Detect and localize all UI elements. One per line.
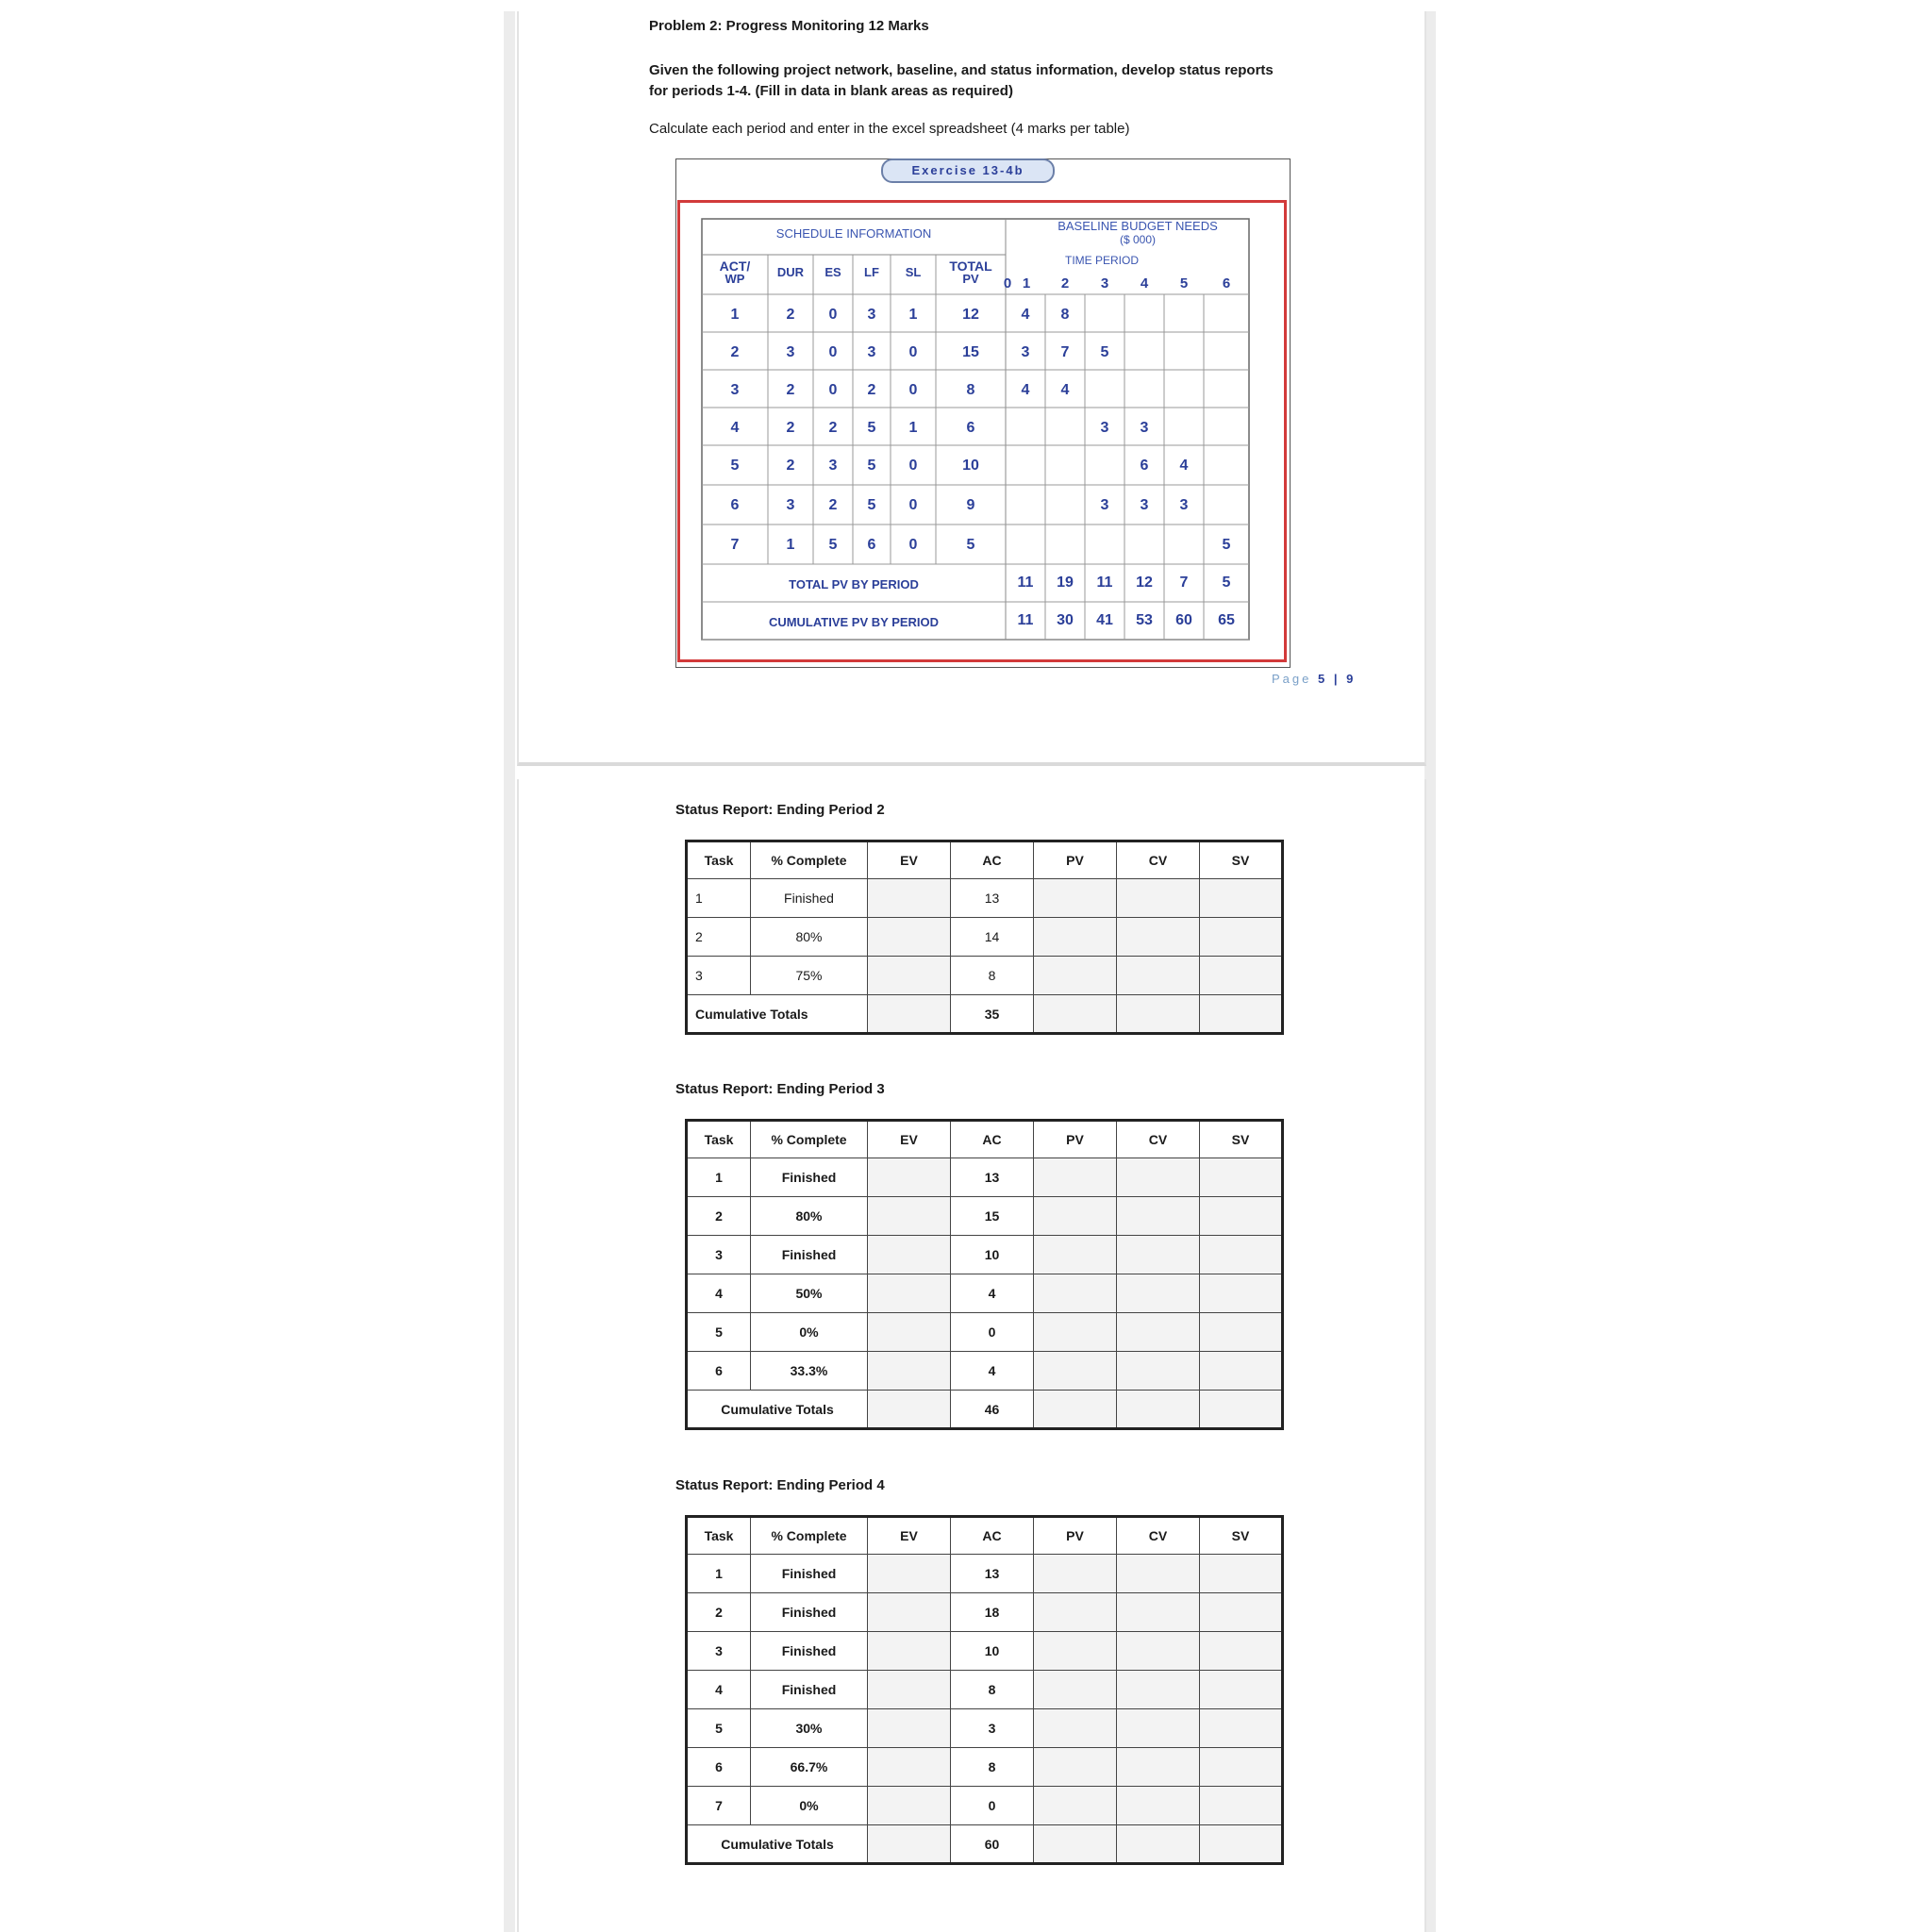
sv-input-cell[interactable] — [1200, 918, 1283, 957]
cumulative-totals-label: Cumulative Totals — [687, 1825, 868, 1864]
task-number: 2 — [687, 1197, 751, 1236]
col-header-pv: PV — [962, 272, 979, 286]
period-header-1: 1 — [1022, 275, 1031, 291]
col-header--complete: % Complete — [751, 841, 868, 879]
instructions-line-2: for periods 1-4. (Fill in data in blank areas as required) — [649, 83, 1013, 99]
table-row — [687, 1593, 1283, 1632]
col-header-cv: CV — [1117, 1121, 1200, 1158]
row-7-cell-4: 0 — [908, 537, 918, 553]
cumulative-totals-label: Cumulative Totals — [687, 995, 868, 1034]
ev-input-cell[interactable] — [868, 918, 951, 957]
total-pv-period-3: 11 — [1096, 575, 1113, 591]
row-5-cell-3: 5 — [867, 458, 876, 474]
col-header-sv: SV — [1200, 1121, 1283, 1158]
cv-input-cell[interactable] — [1117, 1197, 1200, 1236]
row-4-cell-5: 6 — [966, 420, 975, 436]
page-word: Page — [1272, 672, 1312, 686]
schedule-header: SCHEDULE INFORMATION — [775, 226, 932, 241]
table-row — [687, 1274, 1283, 1313]
col-header-sv: SV — [1200, 1517, 1283, 1555]
cv-input-cell[interactable] — [1117, 957, 1200, 995]
row-3-cell-3: 2 — [867, 382, 876, 398]
row-3-cell-2: 0 — [828, 382, 838, 398]
problem-title: Problem 2: Progress Monitoring 12 Marks — [649, 18, 929, 34]
table-row — [687, 1748, 1283, 1787]
table-row — [687, 1236, 1283, 1274]
ac-value: 8 — [951, 1671, 1034, 1709]
report-title-period-4: Status Report: Ending Period 4 — [675, 1477, 885, 1493]
ev-total-cell[interactable] — [868, 995, 951, 1034]
ac-value: 18 — [951, 1593, 1034, 1632]
percent-complete: 75% — [751, 957, 868, 995]
task-number: 3 — [687, 1236, 751, 1274]
col-header-cv: CV — [1117, 841, 1200, 879]
sv-input-cell[interactable] — [1200, 1274, 1283, 1313]
cumulative-pv-period-4: 53 — [1136, 612, 1153, 628]
status-table-period-3 — [685, 1119, 1284, 1430]
percent-complete: Finished — [751, 1555, 868, 1593]
col-header-cv: CV — [1117, 1517, 1200, 1555]
ev-total-cell[interactable] — [868, 1391, 951, 1429]
table-row — [687, 1632, 1283, 1671]
sv-total-cell[interactable] — [1200, 995, 1283, 1034]
row-6-period-3: 3 — [1100, 497, 1109, 513]
row-1-period-1: 4 — [1021, 307, 1030, 323]
ac-value: 4 — [951, 1274, 1034, 1313]
row-3-cell-5: 8 — [966, 382, 975, 398]
sv-input-cell[interactable] — [1200, 1787, 1283, 1825]
ev-input-cell[interactable] — [868, 1748, 951, 1787]
sv-input-cell[interactable] — [1200, 1709, 1283, 1748]
cv-input-cell[interactable] — [1117, 1632, 1200, 1671]
row-6-period-4: 3 — [1140, 497, 1149, 513]
row-2-period-3: 5 — [1100, 344, 1109, 360]
task-number: 4 — [687, 1274, 751, 1313]
col-header-pv: PV — [1034, 1517, 1117, 1555]
percent-complete: Finished — [751, 1632, 868, 1671]
period-header-5: 5 — [1179, 275, 1189, 291]
pv-input-cell[interactable] — [1034, 1236, 1117, 1274]
sv-total-cell[interactable] — [1200, 1391, 1283, 1429]
percent-complete: 0% — [751, 1313, 868, 1352]
period-header-4: 4 — [1140, 275, 1149, 291]
ev-input-cell[interactable] — [868, 1313, 951, 1352]
total-pv-period-6: 5 — [1222, 575, 1231, 591]
cv-input-cell[interactable] — [1117, 1709, 1200, 1748]
ev-input-cell[interactable] — [868, 1274, 951, 1313]
row-7-cell-3: 6 — [867, 537, 876, 553]
row-3-cell-4: 0 — [908, 382, 918, 398]
percent-complete: 66.7% — [751, 1748, 868, 1787]
col-header-sl: SL — [905, 265, 922, 279]
col-header-pv: PV — [1034, 841, 1117, 879]
cumulative-totals-row — [687, 995, 1283, 1034]
row-4-cell-1: 2 — [786, 420, 795, 436]
cv-input-cell[interactable] — [1117, 918, 1200, 957]
sv-input-cell[interactable] — [1200, 1671, 1283, 1709]
percent-complete: 33.3% — [751, 1352, 868, 1391]
row-2-cell-3: 3 — [867, 344, 876, 360]
table-header-row — [687, 841, 1283, 879]
cv-total-cell[interactable] — [1117, 995, 1200, 1034]
instructions-line-1: Given the following project network, baseline, and status information, develop status reports — [649, 62, 1274, 78]
row-1-cell-3: 3 — [867, 307, 876, 323]
sv-input-cell[interactable] — [1200, 879, 1283, 918]
row-5-period-4: 6 — [1140, 458, 1149, 474]
task-number: 4 — [687, 1671, 751, 1709]
table-row — [687, 1671, 1283, 1709]
pv-input-cell[interactable] — [1034, 1787, 1117, 1825]
total-pv-period-2: 19 — [1057, 575, 1074, 591]
pv-input-cell[interactable] — [1034, 1593, 1117, 1632]
percent-complete: 30% — [751, 1709, 868, 1748]
pv-input-cell[interactable] — [1034, 1555, 1117, 1593]
row-5-cell-0: 5 — [730, 458, 740, 474]
table-row — [687, 1158, 1283, 1197]
col-header-act: ACT/ — [719, 258, 751, 274]
row-7-period-6: 5 — [1222, 537, 1231, 553]
row-6-cell-1: 3 — [786, 497, 795, 513]
cv-input-cell[interactable] — [1117, 1352, 1200, 1391]
col-header-es: ES — [824, 265, 841, 279]
col-header-task: Task — [687, 1517, 751, 1555]
col-header-task: Task — [687, 1121, 751, 1158]
table-header-row — [687, 1517, 1283, 1555]
period-header-3: 3 — [1100, 275, 1109, 291]
row-5-cell-5: 10 — [962, 458, 979, 474]
row-3-cell-0: 3 — [730, 382, 740, 398]
total-pv-period-4: 12 — [1136, 575, 1153, 591]
col-header-total: TOTAL — [949, 258, 992, 274]
row-7-cell-2: 5 — [828, 537, 838, 553]
row-7-cell-1: 1 — [786, 537, 795, 553]
row-6-cell-0: 6 — [730, 497, 740, 513]
row-6-cell-4: 0 — [908, 497, 918, 513]
col-header-ev: EV — [868, 1517, 951, 1555]
table-header-row — [687, 1121, 1283, 1158]
cumulative-totals-label: Cumulative Totals — [687, 1391, 868, 1429]
row-2-cell-0: 2 — [730, 344, 740, 360]
cumulative-pv-period-2: 30 — [1057, 612, 1074, 628]
col-header-ac: AC — [951, 1517, 1034, 1555]
cv-input-cell[interactable] — [1117, 1593, 1200, 1632]
task-number: 6 — [687, 1352, 751, 1391]
ev-input-cell[interactable] — [868, 1555, 951, 1593]
pv-input-cell[interactable] — [1034, 957, 1117, 995]
ev-input-cell[interactable] — [868, 879, 951, 918]
report-title-period-2: Status Report: Ending Period 2 — [675, 802, 885, 818]
row-4-cell-4: 1 — [908, 420, 918, 436]
task-number: 3 — [687, 1632, 751, 1671]
pv-input-cell[interactable] — [1034, 1158, 1117, 1197]
ac-value: 14 — [951, 918, 1034, 957]
page-label — [1272, 672, 1356, 686]
exercise-table-svg — [0, 0, 1932, 717]
row-6-period-5: 3 — [1179, 497, 1189, 513]
sv-input-cell[interactable] — [1200, 1313, 1283, 1352]
ac-value: 8 — [951, 957, 1034, 995]
total-pv-period-1: 11 — [1017, 575, 1034, 591]
pv-input-cell[interactable] — [1034, 1352, 1117, 1391]
percent-complete: 50% — [751, 1274, 868, 1313]
row-7-cell-5: 5 — [966, 537, 975, 553]
table-row — [687, 1787, 1283, 1825]
ac-value: 0 — [951, 1787, 1034, 1825]
ac-value: 10 — [951, 1236, 1034, 1274]
ac-value: 15 — [951, 1197, 1034, 1236]
col-header-pv: PV — [1034, 1121, 1117, 1158]
col-header-ac: AC — [951, 841, 1034, 879]
table-row — [687, 1709, 1283, 1748]
row-4-period-3: 3 — [1100, 420, 1109, 436]
status-table-period-2 — [685, 840, 1284, 1035]
ev-input-cell[interactable] — [868, 957, 951, 995]
page-number: 5 | 9 — [1318, 672, 1357, 686]
baseline-header: BASELINE BUDGET NEEDS — [1058, 219, 1218, 233]
row-3-period-1: 4 — [1021, 382, 1030, 398]
task-number: 2 — [687, 918, 751, 957]
row-2-period-2: 7 — [1060, 344, 1070, 360]
task-number: 5 — [687, 1313, 751, 1352]
table-row — [687, 1197, 1283, 1236]
percent-complete: 0% — [751, 1787, 868, 1825]
report-title-period-3: Status Report: Ending Period 3 — [675, 1081, 885, 1097]
pv-input-cell[interactable] — [1034, 1632, 1117, 1671]
ev-input-cell[interactable] — [868, 1709, 951, 1748]
ac-value: 13 — [951, 1158, 1034, 1197]
ac-total: 35 — [951, 995, 1034, 1034]
pv-input-cell[interactable] — [1034, 1709, 1117, 1748]
cv-input-cell[interactable] — [1117, 1274, 1200, 1313]
col-header-dur: DUR — [776, 265, 805, 279]
ev-total-cell[interactable] — [868, 1825, 951, 1864]
sv-input-cell[interactable] — [1200, 1158, 1283, 1197]
pv-total-cell[interactable] — [1034, 1391, 1117, 1429]
ev-input-cell[interactable] — [868, 1671, 951, 1709]
col-header-sv: SV — [1200, 841, 1283, 879]
ev-input-cell[interactable] — [868, 1787, 951, 1825]
total-pv-label: TOTAL PV BY PERIOD — [789, 577, 919, 591]
pv-input-cell[interactable] — [1034, 1748, 1117, 1787]
row-1-cell-0: 1 — [730, 307, 740, 323]
col-header-task: Task — [687, 841, 751, 879]
row-2-period-1: 3 — [1021, 344, 1030, 360]
row-5-cell-2: 3 — [828, 458, 838, 474]
row-5-cell-4: 0 — [908, 458, 918, 474]
table-row — [687, 1313, 1283, 1352]
percent-complete: Finished — [751, 1593, 868, 1632]
sv-input-cell[interactable] — [1200, 1236, 1283, 1274]
task-number: 7 — [687, 1787, 751, 1825]
row-5-cell-1: 2 — [786, 458, 795, 474]
table-row — [687, 1555, 1283, 1593]
col-header--complete: % Complete — [751, 1121, 868, 1158]
cv-input-cell[interactable] — [1117, 1787, 1200, 1825]
row-6-cell-2: 2 — [828, 497, 838, 513]
col-header-ac: AC — [951, 1121, 1034, 1158]
sv-input-cell[interactable] — [1200, 1197, 1283, 1236]
col-header-ev: EV — [868, 841, 951, 879]
period-header-2: 2 — [1060, 275, 1070, 291]
period-header-0: 0 — [1003, 275, 1012, 291]
table-row — [687, 957, 1283, 995]
table-row — [687, 1352, 1283, 1391]
ac-total: 60 — [951, 1825, 1034, 1864]
row-1-cell-4: 1 — [908, 307, 918, 323]
cv-total-cell[interactable] — [1117, 1825, 1200, 1864]
row-5-period-5: 4 — [1179, 458, 1189, 474]
col-header-lf: LF — [864, 265, 879, 279]
row-4-cell-2: 2 — [828, 420, 838, 436]
pv-total-cell[interactable] — [1034, 1825, 1117, 1864]
ac-value: 8 — [951, 1748, 1034, 1787]
row-2-cell-4: 0 — [908, 344, 918, 360]
percent-complete: Finished — [751, 1158, 868, 1197]
ac-value: 3 — [951, 1709, 1034, 1748]
col-header-wp: WP — [724, 272, 745, 286]
cv-input-cell[interactable] — [1117, 1158, 1200, 1197]
row-1-cell-2: 0 — [828, 307, 838, 323]
status-table-period-4 — [685, 1515, 1284, 1865]
row-3-period-2: 4 — [1060, 382, 1070, 398]
pv-input-cell[interactable] — [1034, 1313, 1117, 1352]
exercise-badge: Exercise 13-4b — [881, 158, 1055, 183]
cv-input-cell[interactable] — [1117, 1236, 1200, 1274]
task-number: 5 — [687, 1709, 751, 1748]
task-number: 6 — [687, 1748, 751, 1787]
percent-complete: 80% — [751, 1197, 868, 1236]
ac-value: 0 — [951, 1313, 1034, 1352]
pv-input-cell[interactable] — [1034, 879, 1117, 918]
ac-value: 13 — [951, 1555, 1034, 1593]
row-1-cell-1: 2 — [786, 307, 795, 323]
task-number: 3 — [687, 957, 751, 995]
row-3-cell-1: 2 — [786, 382, 795, 398]
percent-complete: Finished — [751, 1671, 868, 1709]
ac-value: 4 — [951, 1352, 1034, 1391]
cumulative-pv-period-6: 65 — [1218, 612, 1235, 628]
table-row — [687, 879, 1283, 918]
baseline-units: ($ 000) — [1119, 233, 1157, 246]
ac-value: 13 — [951, 879, 1034, 918]
sv-input-cell[interactable] — [1200, 1632, 1283, 1671]
pv-input-cell[interactable] — [1034, 918, 1117, 957]
ev-input-cell[interactable] — [868, 1197, 951, 1236]
pv-input-cell[interactable] — [1034, 1671, 1117, 1709]
sv-input-cell[interactable] — [1200, 1593, 1283, 1632]
cumulative-pv-period-5: 60 — [1175, 612, 1192, 628]
sv-input-cell[interactable] — [1200, 1352, 1283, 1391]
total-pv-period-5: 7 — [1179, 575, 1189, 591]
cv-input-cell[interactable] — [1117, 1671, 1200, 1709]
pv-input-cell[interactable] — [1034, 1197, 1117, 1236]
cv-total-cell[interactable] — [1117, 1391, 1200, 1429]
row-6-cell-5: 9 — [966, 497, 975, 513]
percent-complete: 80% — [751, 918, 868, 957]
sv-input-cell[interactable] — [1200, 1748, 1283, 1787]
calc-note: Calculate each period and enter in the excel spreadsheet (4 marks per table) — [649, 121, 1130, 137]
ac-value: 10 — [951, 1632, 1034, 1671]
ev-input-cell[interactable] — [868, 1632, 951, 1671]
cv-input-cell[interactable] — [1117, 1313, 1200, 1352]
ev-input-cell[interactable] — [868, 1236, 951, 1274]
pv-total-cell[interactable] — [1034, 995, 1117, 1034]
task-number: 2 — [687, 1593, 751, 1632]
task-number: 1 — [687, 879, 751, 918]
percent-complete: Finished — [751, 879, 868, 918]
pv-input-cell[interactable] — [1034, 1274, 1117, 1313]
period-header-6: 6 — [1222, 275, 1231, 291]
ac-total: 46 — [951, 1391, 1034, 1429]
row-1-period-2: 8 — [1060, 307, 1070, 323]
ev-input-cell[interactable] — [868, 1593, 951, 1632]
cumulative-pv-period-1: 11 — [1017, 612, 1034, 628]
row-7-cell-0: 7 — [730, 537, 740, 553]
percent-complete: Finished — [751, 1236, 868, 1274]
row-4-cell-3: 5 — [867, 420, 876, 436]
cv-input-cell[interactable] — [1117, 1555, 1200, 1593]
task-number: 1 — [687, 1158, 751, 1197]
row-2-cell-5: 15 — [962, 344, 979, 360]
cumulative-pv-period-3: 41 — [1096, 612, 1113, 628]
table-row — [687, 918, 1283, 957]
row-2-cell-2: 0 — [828, 344, 838, 360]
cv-input-cell[interactable] — [1117, 1748, 1200, 1787]
sv-input-cell[interactable] — [1200, 957, 1283, 995]
task-number: 1 — [687, 1555, 751, 1593]
row-4-period-4: 3 — [1140, 420, 1149, 436]
row-4-cell-0: 4 — [730, 420, 740, 436]
row-6-cell-3: 5 — [867, 497, 876, 513]
ev-input-cell[interactable] — [868, 1352, 951, 1391]
col-header-ev: EV — [868, 1121, 951, 1158]
cumulative-pv-label: CUMULATIVE PV BY PERIOD — [768, 615, 940, 629]
col-header--complete: % Complete — [751, 1517, 868, 1555]
sv-total-cell[interactable] — [1200, 1825, 1283, 1864]
row-1-cell-5: 12 — [962, 307, 979, 323]
ev-input-cell[interactable] — [868, 1158, 951, 1197]
row-2-cell-1: 3 — [786, 344, 795, 360]
time-period-label: TIME PERIOD — [1064, 254, 1140, 267]
cumulative-totals-row — [687, 1391, 1283, 1429]
cumulative-totals-row — [687, 1825, 1283, 1864]
cv-input-cell[interactable] — [1117, 879, 1200, 918]
sv-input-cell[interactable] — [1200, 1555, 1283, 1593]
